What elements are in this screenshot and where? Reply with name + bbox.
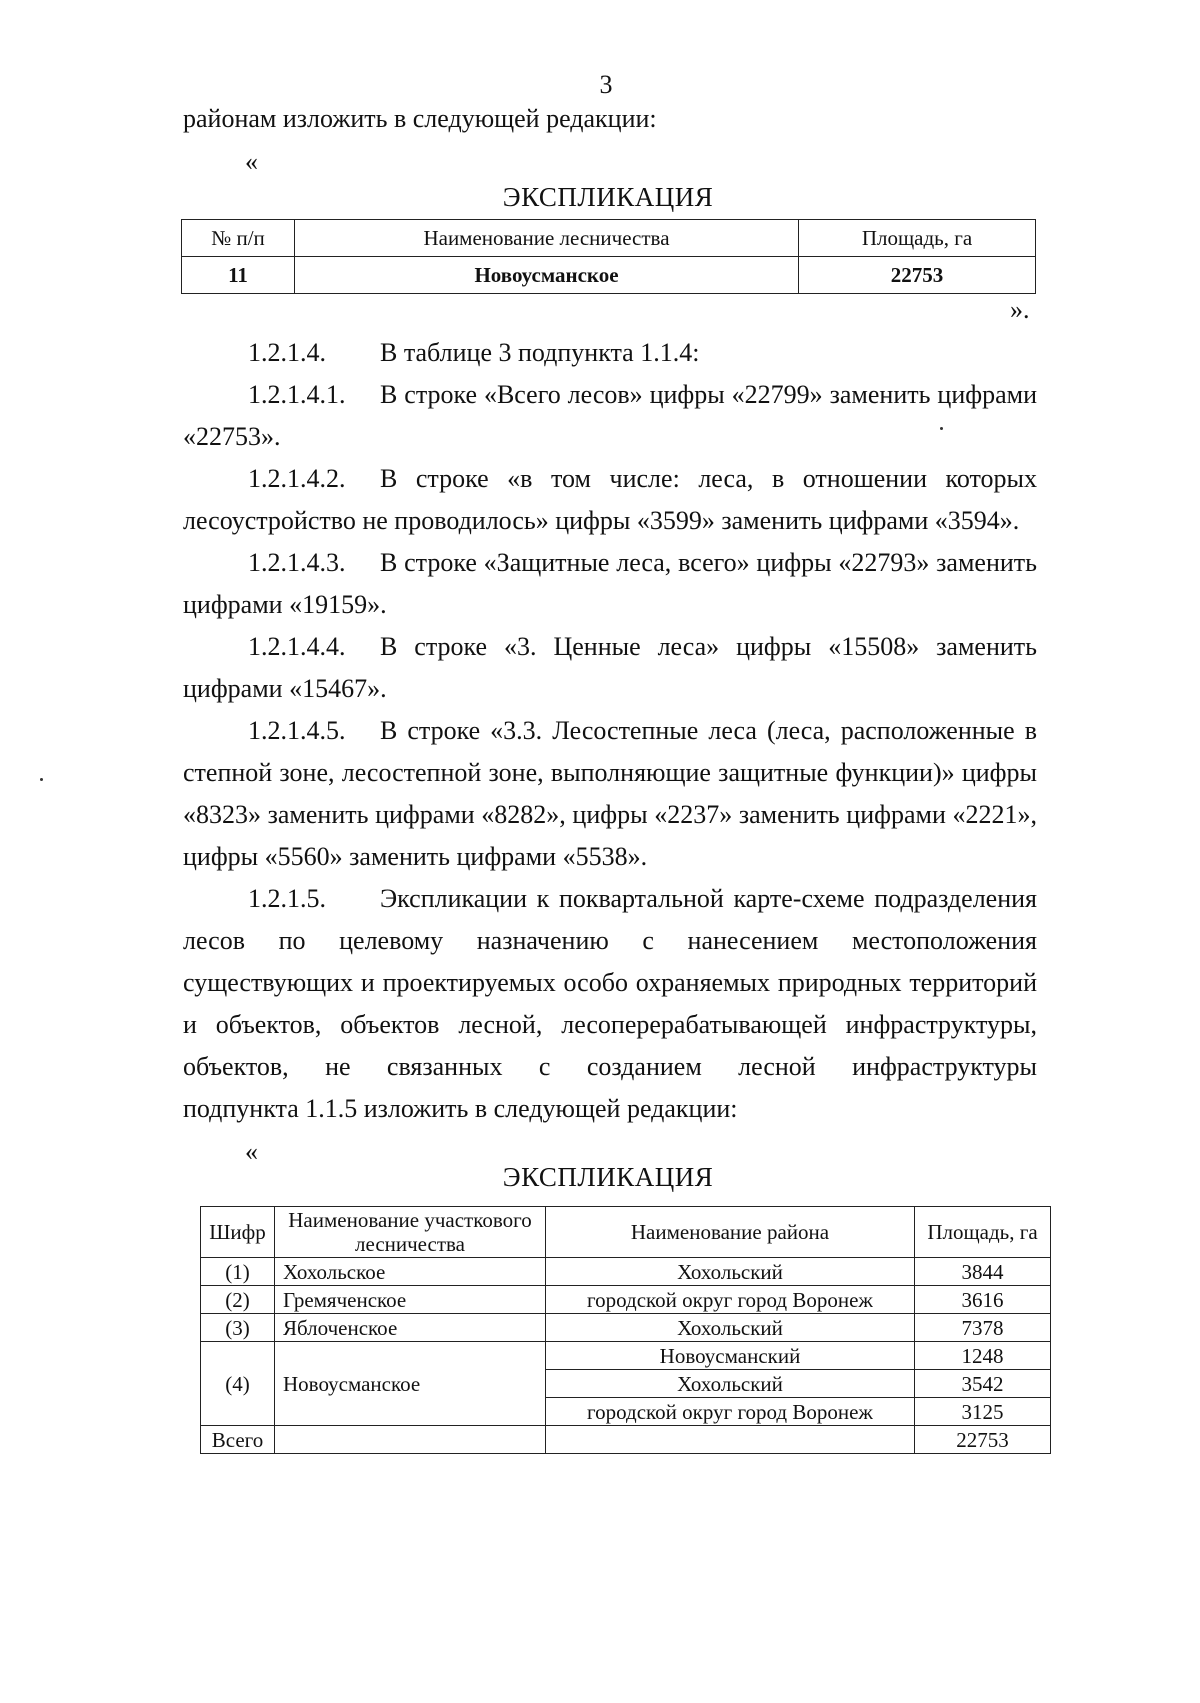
item-text-7-line-1: Экспликации к поквартальной карте-схеме подразделения [380, 884, 1037, 913]
open-quote-1: « [245, 147, 258, 176]
item-text-7-line-4: и объектов, объектов лесной, лесоперерабатывающей инфраструктуры, [183, 1010, 1037, 1039]
item-number-3: 1.2.1.4.2. [248, 464, 346, 493]
t2-cell-code: (1) [201, 1258, 275, 1286]
t2-cell-area: 3125 [915, 1398, 1051, 1426]
item-number-5: 1.2.1.4.4. [248, 632, 346, 661]
t2-cell-district: городской округ город Воронеж [546, 1286, 915, 1314]
table-row [201, 1314, 1051, 1342]
item-text-4-line-2: цифрами «19159». [183, 590, 387, 619]
item-text-2-line-1: В строке «Всего лесов» цифры «22799» заменить цифрами [380, 380, 1037, 409]
t2-total-empty-district [546, 1426, 915, 1454]
t1-header-number: № п/п [182, 220, 295, 257]
table-row [182, 257, 1036, 294]
intro-line: районам изложить в следующей редакции: [183, 104, 657, 133]
t2-header-code: Шифр [201, 1207, 275, 1258]
item-text-6-line-1: В строке «3.3. Лесостепные леса (леса, расположенные в [380, 716, 1037, 745]
t2-cell-area: 1248 [915, 1342, 1051, 1370]
t1-header-area: Площадь, га [799, 220, 1036, 257]
table-row [201, 1286, 1051, 1314]
close-quote-1: ». [1010, 295, 1030, 324]
item-text-3-line-2: лесоустройство не проводилось» цифры «3599» заменить цифрами «3594». [183, 506, 1020, 535]
t2-cell-district: Хохольский [546, 1314, 915, 1342]
item-number-7: 1.2.1.5. [248, 884, 326, 913]
table-row [201, 1342, 1051, 1370]
t2-cell-district: городской округ город Воронеж [546, 1398, 915, 1426]
t2-cell-district: Хохольский [546, 1258, 915, 1286]
item-text-5-line-2: цифрами «15467». [183, 674, 387, 703]
table-row [201, 1258, 1051, 1286]
item-text-7-line-3: существующих и проектируемых особо охраняемых природных территорий [183, 968, 1037, 997]
explication-table-2 [200, 1206, 1051, 1454]
t2-header-forestry: Наименование участкового лесничества [275, 1207, 546, 1258]
table1-title: ЭКСПЛИКАЦИЯ [502, 182, 714, 212]
scan-speck [940, 427, 943, 430]
t1-header-forestry: Наименование лесничества [295, 220, 799, 257]
t1-cell-number: 11 [182, 257, 295, 294]
item-text-7-line-2: лесов по целевому назначению с нанесением местоположения [183, 926, 1037, 955]
item-text-6-line-2: степной зоне, лесостепной зоне, выполняющие защитные функции)» цифры [183, 758, 1037, 787]
t2-header-district: Наименование района [546, 1207, 915, 1258]
t1-cell-area: 22753 [799, 257, 1036, 294]
item-number-2: 1.2.1.4.1. [248, 380, 346, 409]
t2-cell-district: Хохольский [546, 1370, 915, 1398]
t2-cell-code: (4) [201, 1342, 275, 1426]
item-text-4-line-1: В строке «Защитные леса, всего» цифры «22793» заменить [380, 548, 1037, 577]
t2-total-empty-forestry [275, 1426, 546, 1454]
t2-cell-code: (3) [201, 1314, 275, 1342]
item-text-6-line-3: «8323» заменить цифрами «8282», цифры «2237» заменить цифрами «2221», [183, 800, 1037, 829]
page-number: 3 [599, 70, 613, 99]
t2-cell-area: 3844 [915, 1258, 1051, 1286]
item-text-1: В таблице 3 подпункта 1.1.4: [380, 338, 700, 367]
t2-cell-forestry: Гремяченское [275, 1286, 546, 1314]
t2-cell-area: 3542 [915, 1370, 1051, 1398]
open-quote-2: « [245, 1137, 258, 1166]
item-text-6-line-4: цифры «5560» заменить цифрами «5538». [183, 842, 648, 871]
table2-title: ЭКСПЛИКАЦИЯ [502, 1162, 714, 1192]
t2-header-area: Площадь, га [915, 1207, 1051, 1258]
item-number-4: 1.2.1.4.3. [248, 548, 346, 577]
item-text-5-line-1: В строке «3. Ценные леса» цифры «15508» заменить [380, 632, 1037, 661]
table-row [201, 1426, 1051, 1454]
explication-table-1 [181, 219, 1036, 294]
t2-cell-forestry: Хохольское [275, 1258, 546, 1286]
item-text-7-line-6: подпункта 1.1.5 изложить в следующей редакции: [183, 1094, 738, 1123]
t2-total-label: Всего [201, 1426, 275, 1454]
item-text-2-line-2: «22753». [183, 422, 281, 451]
scan-speck [40, 778, 43, 781]
item-number-6: 1.2.1.4.5. [248, 716, 346, 745]
t2-total-area: 22753 [915, 1426, 1051, 1454]
t2-cell-forestry: Новоусманское [275, 1342, 546, 1426]
t2-cell-forestry: Яблоченское [275, 1314, 546, 1342]
t2-cell-area: 7378 [915, 1314, 1051, 1342]
item-text-7-line-5: объектов, не связанных с созданием лесной инфраструктуры [183, 1052, 1037, 1081]
t2-cell-code: (2) [201, 1286, 275, 1314]
item-text-3-line-1: В строке «в том числе: леса, в отношении которых [380, 464, 1037, 493]
t1-cell-forestry: Новоусманское [295, 257, 799, 294]
item-number-1: 1.2.1.4. [248, 338, 326, 367]
t2-cell-area: 3616 [915, 1286, 1051, 1314]
t2-cell-district: Новоусманский [546, 1342, 915, 1370]
